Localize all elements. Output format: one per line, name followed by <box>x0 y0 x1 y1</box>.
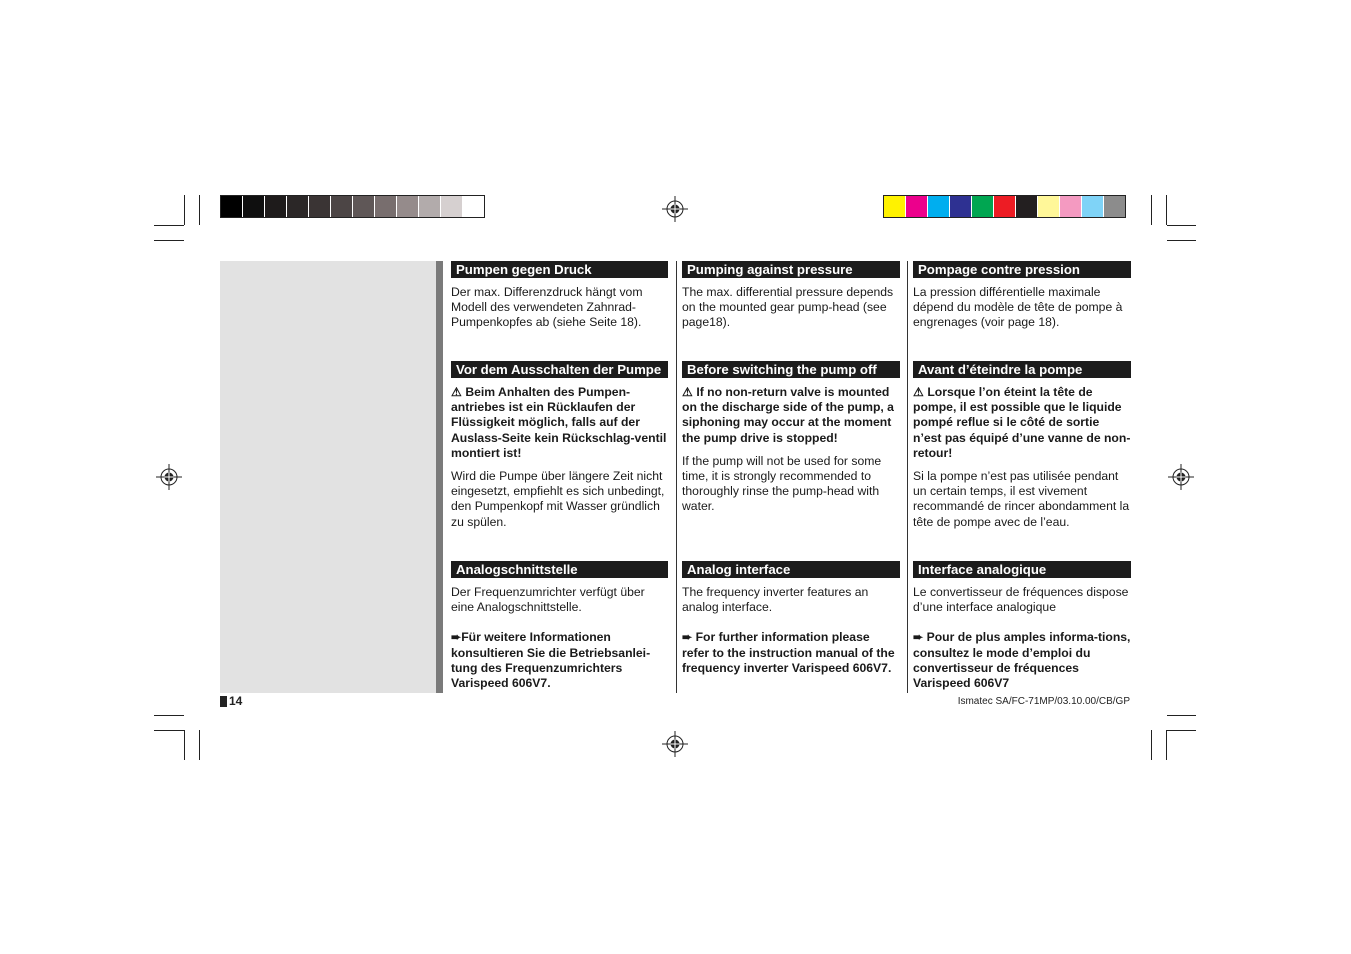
color-swatch <box>419 196 441 217</box>
section-body: Si la pompe n’est pas utilisée pendant un certain temps, il est vivement recommandé de rincer abondamment la tête de pompe avec de l’eau. <box>913 469 1130 529</box>
section-heading: Interface analogique <box>913 561 1131 578</box>
color-swatch <box>331 196 353 217</box>
color-swatch <box>353 196 375 217</box>
section-body: Wird die Pumpe über längere Zeit nicht eingesetzt, empfiehlt es sich unbedingt, den Pumpenkopf mit Wasser gründlich zu spülen. <box>451 469 665 529</box>
section-analog-interface <box>913 561 1131 699</box>
section-body: The frequency inverter features an analog interface. <box>682 585 869 615</box>
section-before-switch-off <box>682 361 900 523</box>
section-body: La pression différentielle maximale dépend du modèle de tête de pompe à engrenages (voir page 18). <box>913 285 1123 330</box>
color-swatch <box>1082 196 1104 217</box>
color-swatch <box>1060 196 1082 217</box>
grayscale-calibration-bar <box>220 195 485 218</box>
note-text: For further information please refer to the instruction manual of the frequency inverter Varispeed 606V7. <box>682 630 895 675</box>
section-body: If the pump will not be used for some time, it is strongly recommended to thoroughly rinse the pump-head with water. <box>682 453 882 514</box>
registration-mark-icon <box>662 196 688 222</box>
color-swatch <box>287 196 309 217</box>
color-swatch <box>950 196 972 217</box>
section-heading: Analogschnittstelle <box>451 561 668 578</box>
note-text: Für weitere Informationen konsultieren Sie die Betriebsanlei-tung des Frequenzumrichters Varispeed 606V7. <box>451 630 651 691</box>
arrow-right-icon: ➨ <box>682 630 696 645</box>
section-heading: Analog interface <box>682 561 900 578</box>
document-id: Ismatec SA/FC-71MP/03.10.00/CB/GP <box>957 696 1130 707</box>
warning-icon: ⚠ <box>913 385 928 399</box>
color-swatch <box>928 196 950 217</box>
section-pumping-pressure <box>913 261 1131 331</box>
arrow-right-icon: ➨ <box>913 630 927 645</box>
color-swatch <box>906 196 928 217</box>
section-body: The max. differential pressure depends on the mounted gear pump-head (see page18). <box>682 285 894 330</box>
section-heading: Pompage contre pression <box>913 261 1131 278</box>
column-english <box>676 261 900 693</box>
note-text: Pour de plus amples informa-tions, consultez le mode d’emploi du convertisseur de fréquences Varispeed 606V7 <box>913 630 1131 691</box>
section-body: Der max. Differenzdruck hängt vom Modell des verwendeten Zahnrad-Pumpenkopfes ab (siehe Seite 18). <box>451 285 643 330</box>
color-swatch <box>1016 196 1038 217</box>
color-swatch <box>221 196 243 217</box>
section-heading: Pumping against pressure <box>682 261 900 278</box>
arrow-right-icon: ➨ <box>451 630 462 645</box>
color-swatch <box>441 196 463 217</box>
section-heading: Avant d’éteindre la pompe <box>913 361 1131 378</box>
warning-text: Lorsque l’on éteint la tête de pompe, il est possible que le liquide pompé reflue si le côté de sortie n’est pas équipé d’une vanne de non-retour! <box>913 385 1131 460</box>
color-swatch <box>972 196 994 217</box>
section-heading: Pumpen gegen Druck <box>451 261 668 278</box>
color-swatch <box>1104 196 1125 217</box>
color-swatch <box>265 196 287 217</box>
section-body: Der Frequenzumrichter verfügt über eine Analogschnittstelle. <box>451 585 645 615</box>
color-swatch <box>1038 196 1060 217</box>
section-heading: Vor dem Ausschalten der Pumpe <box>451 361 668 378</box>
column-french <box>907 261 1131 693</box>
section-body: Le convertisseur de fréquences dispose d’une interface analogique <box>913 585 1129 615</box>
color-swatch <box>397 196 419 217</box>
color-swatch <box>884 196 906 217</box>
section-before-switch-off <box>913 361 1131 538</box>
section-pumping-pressure <box>451 261 668 331</box>
column-german <box>451 261 668 693</box>
section-heading: Before switching the pump off <box>682 361 900 378</box>
section-analog-interface <box>451 561 668 699</box>
section-before-switch-off <box>451 361 668 538</box>
color-calibration-bar <box>883 195 1126 218</box>
warning-icon: ⚠ <box>682 385 697 399</box>
sidebar-panel <box>220 261 436 693</box>
color-swatch <box>375 196 397 217</box>
color-swatch <box>994 196 1016 217</box>
registration-mark-icon <box>1168 464 1194 490</box>
registration-mark-icon <box>156 464 182 490</box>
warning-icon: ⚠ <box>451 385 466 399</box>
color-swatch <box>243 196 265 217</box>
section-pumping-pressure <box>682 261 900 331</box>
page-number <box>220 694 242 708</box>
color-swatch <box>463 196 484 217</box>
page-marker <box>220 696 227 707</box>
warning-text: If no non-return valve is mounted on the discharge side of the pump, a siphoning may occur at the moment the pump drive is stopped! <box>682 385 894 445</box>
warning-text: Beim Anhalten des Pumpen-antriebes ist ein Rücklaufen der Flüssigkeit möglich, falls auf der Auslass-Seite kein Rückschlag-ventil montiert ist! <box>451 385 667 460</box>
section-analog-interface <box>682 561 900 684</box>
registration-mark-icon <box>662 731 688 757</box>
sidebar-divider <box>436 261 443 693</box>
color-swatch <box>309 196 331 217</box>
page-number-text: 14 <box>229 694 243 708</box>
